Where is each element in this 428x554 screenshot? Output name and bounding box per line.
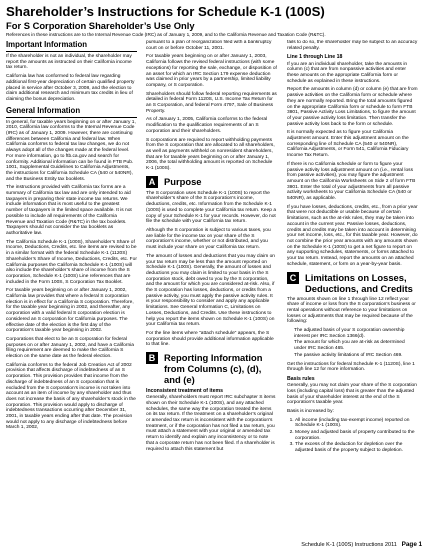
list-item: • The adjusted basis of your S corporation ownership interest per IRC Section 1366(d). — [294, 328, 418, 339]
subheading: Line 1 through Line 18 — [287, 54, 343, 61]
section-heading-reporting — [146, 352, 277, 385]
paragraph: If there is no California schedule or form to figure your passive activity loss adjustment amount on (i.e., rental loss from passive activities), you may figure the adjustment amount on the California Worksheets on Side 2 of form FTB 3801. Enter the total of your adjustments from all passive activity worksheets to your California Schedule CA (540 or 540NR), as applicable. — [287, 161, 416, 202]
bullet-list — [287, 328, 418, 359]
paragraph: The amount of losses and deductions that you may claim on your tax return may be less than the amount reported on Schedule K-1 (100S). Generally, the amount of losses and deductions you may claim is limited to your basis in the S corporation stock, debt owed to you by the S corporation, and the amount for which you are considered at-risk. Also, if the S corporation has losses, deductions, or credits from a passive activity, you must apply the passive activity rules. It is your responsibility to consider and apply any applicable limitations. See General Information C, Limitations on Losses, Deductions, and Credits. Use these instructions to help you report the items shown on Schedule K-1 (100S) on your California tax return. — [146, 253, 275, 328]
column-2 — [146, 40, 277, 534]
section-heading-text: Reporting Information from Columns (c), (d), and (e) — [164, 352, 263, 386]
list-item: • The amount for which you are at-risk as determined under IRC Section 465. — [294, 340, 418, 351]
page-header — [6, 4, 420, 38]
paragraph: The amounts shown on line 1 through line 12 reflect your share of income or loss from the S corporation’s business or rental operations without reference to your limitations on losses or adjustments that may be required because of the following: — [287, 296, 416, 325]
column-1 — [6, 40, 137, 534]
subheading: Inconsistent treatment of items — [146, 388, 223, 395]
code-references: References in these instructions are to the Internal Revenue Code (IRC) as of January 1, 2009, and to the California Revenue and Taxation Code (R&TC). — [6, 32, 326, 37]
paragraph: For the line items where "attach schedule" appears, the S corporation should provide additional information applicable to that line. — [146, 330, 274, 348]
paragraph: Get the instructions for federal Schedule K-1 (1120S), line 1 through line 12 for more information. — [287, 361, 415, 373]
paragraph: fails to do so, the shareholder may be subject to an accuracy related penalty. — [287, 40, 418, 51]
paragraph: Report the amounts in column (d) or column (e) that are from passive activities on the California form or schedule where they are normally reported. Bring the total amounts figured on the appropriate California form or schedule to form FTB 3801, Passive Activity Loss Limitations, to figure the amount of your passive activity loss limitation. Then transfer the passive activity loss back to the form or schedule. — [287, 87, 418, 127]
paragraph: Basis is increased by: — [287, 408, 334, 414]
document-title: Shareholder’s Instructions for Schedule K-1 (100S) — [6, 4, 325, 19]
section-heading-purpose — [146, 176, 277, 188]
paragraph: Shareholders should follow federal reporting requirements as detailed in federal Form 1120S, U.S. Income Tax Return for an S Corporation, and federal Form 4797, Sale of Business Property. — [146, 91, 277, 114]
section-heading-text: Purpose — [164, 175, 202, 187]
paragraph: California law has conformed to federal law regarding additional first-year depreciation of certain qualified property placed in service after October 3, 2008, and the election to claim additional research and minimum tax credits in lieu of claiming the bonus depreciation. — [6, 74, 135, 102]
paragraph: Generally, shareholders must report IRC subchapter S items shown on their Schedule K-1 (100S), and any attached schedules, the same way the corporation treated the items on its tax return. If the treatment on a shareholder’s original or amended tax return is inconsistent with the corporation’s treatment, or if the corporation has not filed a tax return, you must attach a statement with your original or amended tax return to identify and explain any inconsistency or to note that a corporate return has not been filed. If a shareholder is required to attach this statement but — [146, 395, 276, 452]
list-item: 3. The excess of the deduction for depletion over the adjusted basis of the property subject to depletion. — [295, 442, 418, 453]
section-letter-badge: B — [146, 352, 158, 364]
paragraph: The instructions provided with California tax forms are a summary of California tax law and are only intended to aid taxpayers in preparing their state income tax returns. We include information that is most useful to the greatest number of taxpayers in the limited space available. It is not possible to include all requirements of the California Revenue and Taxation Code (R&TC) in the tax booklets. Taxpayers should not consider the tax booklets as authoritative law. — [6, 185, 132, 236]
paragraph: If the shareholder is not an individual, the shareholder may report the amounts as instructed on their California income tax return. — [6, 54, 132, 71]
paragraph: In general, for taxable years beginning on or after January 1, 2010, California law conforms to the Internal Revenue Code (IRC) as of January 1, 2009. However, there are continuing differences between California and federal law. When California conforms to federal tax law changes, we do not always adopt all of the changes made at the federal level. For more information, go to ftb.ca.gov and search for conformity. Additional information can be found in FTB Pub. 1001, Supplemental Guidelines to California Adjustments, the instructions for California Schedule CA (540 or 540NR), and the Business Entity tax booklets. — [6, 119, 136, 182]
paragraph: Generally, you may not claim your share of the S corporation loss (including capital loss) that is greater than the adjusted basis of your shareholder interest at the end of the S corporation’s taxable year. — [287, 383, 417, 406]
paragraph: For taxable years beginning on or after January 1, 2003, California follows the revised federal instructions (with some exceptions) for reporting the sale, exchange, or disposition of an asset for which an IRC Section 179 expense deduction was claimed in prior years by a partnership, limited liability company, or S corporation. — [146, 54, 277, 88]
numbered-list — [287, 418, 418, 454]
paragraph: pursuant to a plan of reorganization filed with a bankruptcy court on or before October 11, 2001. — [146, 40, 272, 51]
paragraph: Although the S corporation is subject to various taxes, you are liable for the income tax on your share of the S corporation’s income, whether or not distributed, and you must include your share on your California tax return. — [146, 227, 271, 251]
paragraph: Corporations that elect to be an S corporation for federal purposes on or after January 1, 2002, and have a California filing requirement are deemed to make the California S election on the same date as the federal election. — [6, 336, 134, 360]
section-letter-badge: A — [146, 176, 158, 188]
paragraph: For taxable years beginning on or after January 1, 2002, California law provides that where a federal S corporation election is in effect for a California S corporation. Therefore, for the taxable year beginning in 2002, and thereafter, any corporation with a valid federal S corporation election is considered an S corporation for California purposes. The effective date of the election is the first day of the corporation’s taxable year beginning in 2002. — [6, 288, 134, 334]
column-3 — [287, 40, 418, 534]
paragraph: As of January 1, 2005, California conforms to the federal modification to the qualification requirements of an S corporation and their shareholders. — [146, 117, 268, 134]
paragraph: The California Schedule K-1 (100S), Shareholder’s Share of Income, Deductions, Credits, etc. line items are revised to be in a similar format with the federal Schedule K-1 (1120S) Shareholder’s Share of Income, Deductions, Credits, etc. For California purposes the California Schedule K-1 (100S) will also include the shareholder’s share of income from the S corporation, Schedule K-1 (100S) Line references that are included in the Form 100S, S Corporation Tax Booklet. — [6, 239, 137, 285]
page-number: 1 — [418, 541, 422, 548]
section-heading-text: Limitations on Losses, Deductions, and Credits — [305, 271, 413, 294]
paragraph: If you are an individual shareholder, take the amounts in column (c) that are from nonpassive activities and enter these amounts on the appropriate California form or schedule as explained in these instructions. — [287, 61, 408, 84]
list-item: 1. All income (including tax-exempt income) reported on Schedule K-1 (100S). — [295, 418, 418, 429]
subheading: Basis rules — [287, 375, 315, 382]
section-title-important: Important Information — [6, 40, 137, 52]
page-label: Page — [401, 541, 417, 548]
section-letter-badge: C — [287, 272, 299, 284]
paragraph: California conforms to the federal Job Creation Act of 2002 provision that affects discharge of indebtedness of an S corporation. This provision provides that income from the discharge of indebtedness of an S corporation that is excluded from the S corporation’s income is not taken into account as an item of income by any shareholder and thus does not increase the basis of any shareholder’s stock in the corporation. This provision would apply to discharge of indebtedness transactions occurring after December 31, 2001, in taxable years ending after that date. The provision would not apply to any discharge of indebtedness before March 1, 2002, — [6, 362, 136, 431]
section-title-general: General Information — [6, 106, 137, 118]
footer-text: Schedule K-1 (100S) Instructions 2011 — [301, 542, 397, 548]
paragraph: If you have losses, deductions, credits, etc., from a prior year that were not deductible or usable because of certain limitations, such as the at-risk rules, they may be taken into account in the current year. Passive losses, deductions, credits and credits may be taken into account in determining your net income, loss, etc., for this taxable year. However, do not combine the prior year amounts with any amounts shown on the Schedule K-1 (100S) to get a net figure to report on any supporting schedules, statements, or forms attached to your tax return. Instead, report the amounts on an attached schedule, statement, or form on a year-by-year basis. — [287, 204, 418, 267]
paragraph: It is normally expected as to figure your California adjustment amount. Enter this adjustment amount on the corresponding line of Schedule CA (540 or 540NR), California Adjustments, or Form 541, California Fiduciary Income Tax Return. — [287, 130, 409, 159]
document-subtitle: For S Corporation Shareholder’s Use Only — [6, 20, 195, 31]
paragraph: S corporations are required to report withholding payments from the S corporation that are allocated to all shareholders, as well as payments withheld on nonresident shareholders, that are for taxable years beginning on or after January 1, 2006, the total withholding amount is reported on Schedule K-1 (100S). — [146, 137, 275, 172]
list-item: • The passive activity limitations of IRC Section 469. — [294, 353, 418, 359]
paragraph: The S corporation uses Schedule K-1 (100S) to report the shareholder’s share of the S corporation’s income, deductions, credits, etc. Information from the Schedule K-1 (100S) is used to complete your California tax return. Keep a copy of your Schedule K-1 for your records. However, do not file the schedule with your California tax return. — [146, 190, 277, 225]
list-item: 2. Money and adjusted basis of property contributed to the corporation. — [295, 430, 418, 441]
page-footer — [287, 541, 422, 549]
section-heading-limitations — [287, 272, 418, 294]
